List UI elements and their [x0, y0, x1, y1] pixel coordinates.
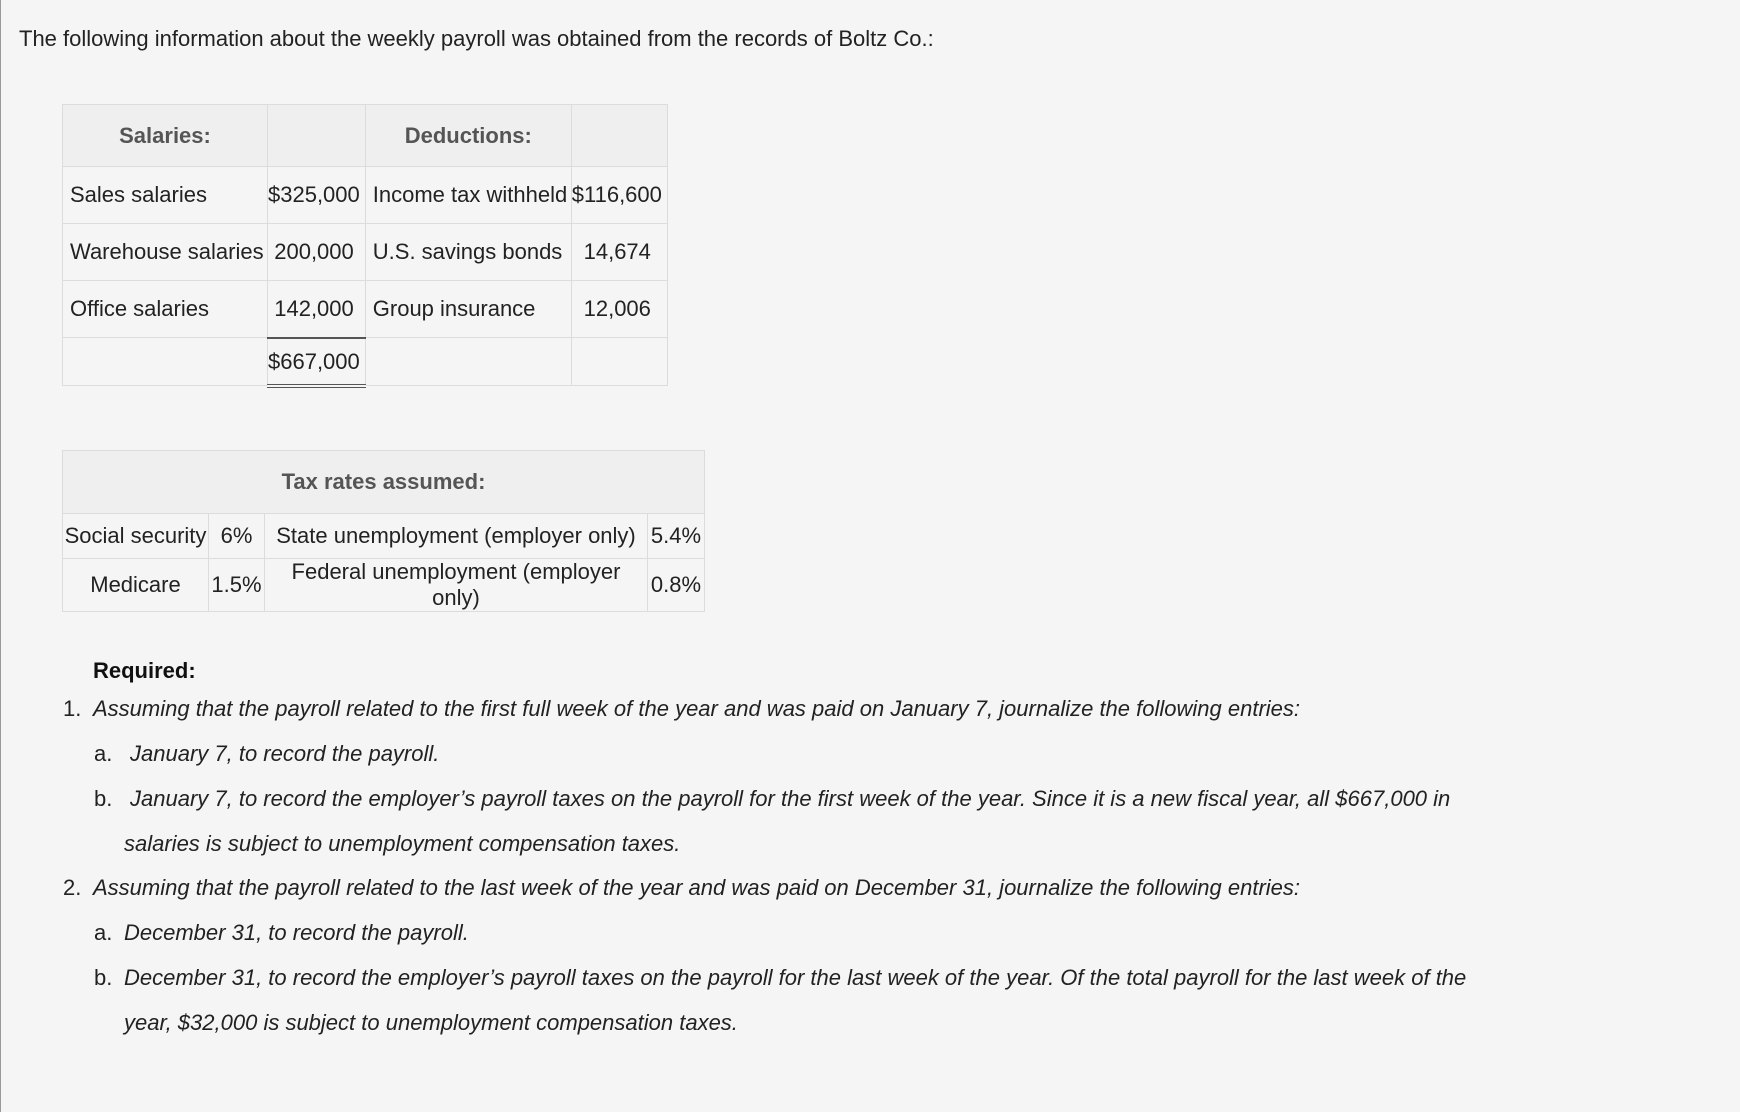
deduction-amount: 12,006: [571, 281, 667, 338]
requirement-item: [62, 866, 1662, 910]
sub-requirement: [62, 910, 1662, 955]
sub-letter: b.: [94, 965, 113, 990]
sub-requirement: [62, 955, 1662, 1045]
requirement-number: 1.: [63, 696, 82, 721]
tax-rates-header: Tax rates assumed:: [63, 451, 705, 514]
tax-label: Social security: [63, 514, 209, 559]
deduction-amount: $116,600: [571, 167, 667, 224]
required-section: [62, 655, 1662, 1045]
tax-rate: 0.8%: [648, 559, 705, 612]
sub-requirement: [62, 776, 1662, 866]
tax-label: Federal unemployment (employer only): [265, 559, 648, 612]
requirement-text: Assuming that the payroll related to the first full week of the year and was paid on January 7, journalize the following entries:: [93, 696, 1301, 721]
deduction-label: Income tax withheld: [365, 167, 571, 224]
page-left-border: [0, 0, 1, 1112]
sub-text: January 7, to record the payroll.: [130, 741, 440, 766]
empty-cell: [571, 338, 667, 386]
table-row: [63, 224, 668, 281]
table-row: [63, 514, 705, 559]
sub-letter: a.: [94, 741, 113, 766]
deduction-amount: 14,674: [571, 224, 667, 281]
requirement-item: [62, 687, 1662, 731]
payroll-header-row: [63, 105, 668, 167]
sub-letter: b.: [94, 786, 113, 811]
sub-text: December 31, to record the payroll.: [124, 920, 469, 945]
total-row: [63, 338, 668, 386]
intro-text: The following information about the weekly payroll was obtained from the records of Boltz Co.:: [19, 26, 934, 51]
salary-label: Sales salaries: [63, 167, 268, 224]
sub-text: January 7, to record the employer’s payroll taxes on the payroll for the first week of the year. Since it is a new fiscal year, all $667,000 in: [130, 786, 1451, 811]
tax-header-row: [63, 451, 705, 514]
table-row: [63, 167, 668, 224]
tax-rate: 6%: [209, 514, 265, 559]
deductions-amount-header: [571, 105, 667, 167]
salaries-total: $667,000: [268, 338, 366, 386]
table-row: [63, 559, 705, 612]
sub-text-continued: salaries is subject to unemployment compensation taxes.: [124, 831, 681, 856]
sub-text: December 31, to record the employer’s payroll taxes on the payroll for the last week of the year. Of the total payroll for the last week of the: [124, 965, 1467, 990]
salary-label: Office salaries: [63, 281, 268, 338]
salary-label: Warehouse salaries: [63, 224, 268, 281]
tax-label: State unemployment (employer only): [265, 514, 648, 559]
sub-text-continued: year, $32,000 is subject to unemployment compensation taxes.: [124, 1010, 738, 1035]
empty-cell: [365, 338, 571, 386]
tax-rates-table: [62, 450, 705, 612]
salary-amount: 142,000: [268, 281, 366, 338]
salary-amount: 200,000: [268, 224, 366, 281]
deductions-header: Deductions:: [365, 105, 571, 167]
payroll-table: [62, 104, 668, 388]
total-label-cell: [63, 338, 268, 386]
salaries-amount-header: [268, 105, 366, 167]
sub-requirement: [62, 731, 1662, 776]
salary-amount: $325,000: [268, 167, 366, 224]
required-title: Required:: [93, 658, 196, 683]
tax-rate: 5.4%: [648, 514, 705, 559]
table-row: [63, 281, 668, 338]
tax-label: Medicare: [63, 559, 209, 612]
sub-letter: a.: [94, 920, 113, 945]
requirement-text: Assuming that the payroll related to the last week of the year and was paid on December 31, journalize the following entries:: [93, 875, 1301, 900]
tax-rate: 1.5%: [209, 559, 265, 612]
salaries-header: Salaries:: [63, 105, 268, 167]
requirement-number: 2.: [63, 875, 82, 900]
deduction-label: Group insurance: [365, 281, 571, 338]
deduction-label: U.S. savings bonds: [365, 224, 571, 281]
